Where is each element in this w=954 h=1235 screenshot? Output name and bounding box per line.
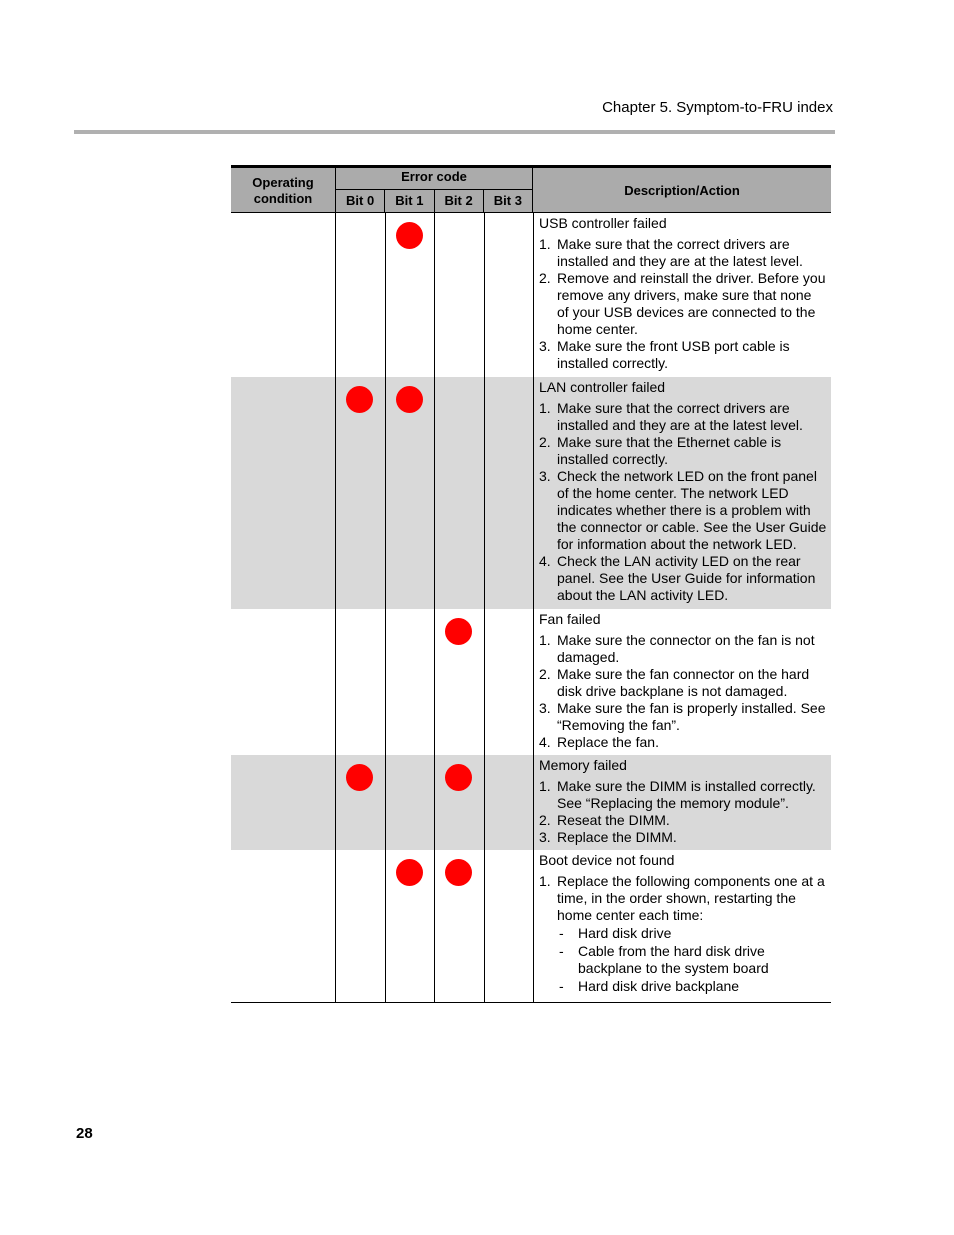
operating-condition-cell <box>231 755 335 850</box>
error-indicator-dot <box>445 618 472 645</box>
step-text: Replace the DIMM. <box>557 829 677 845</box>
operating-condition-cell <box>231 609 335 755</box>
action-step <box>539 434 827 468</box>
step-number: 1. <box>539 873 551 889</box>
error-indicator-dot <box>396 386 423 413</box>
action-step <box>539 270 827 338</box>
condition-title: Memory failed <box>539 757 627 773</box>
dash-bullet: - <box>559 943 564 959</box>
action-step <box>539 338 827 372</box>
bit-1-cell <box>385 850 435 1002</box>
action-step <box>539 700 827 734</box>
bit-0-cell <box>335 850 385 1002</box>
table-row <box>231 609 831 755</box>
action-steps <box>539 400 827 604</box>
bit-0-cell <box>335 377 385 609</box>
step-text: Make sure the fan is properly installed. See “Removing the fan”. <box>557 700 826 733</box>
bit-3-cell <box>484 213 534 377</box>
description-cell <box>533 213 831 377</box>
step-text: Remove and reinstall the driver. Before you remove any drivers, make sure that none of your USB devices are connected to the home center. <box>557 270 826 337</box>
condition-title: Fan failed <box>539 611 601 627</box>
step-text: Reseat the DIMM. <box>557 812 670 828</box>
chapter-header: Chapter 5. Symptom-to-FRU index <box>602 99 833 116</box>
action-step <box>539 778 827 812</box>
action-step <box>539 468 827 553</box>
table-row <box>231 755 831 850</box>
step-number: 2. <box>539 812 551 828</box>
bit-2-cell <box>434 609 484 755</box>
table-row <box>231 213 831 377</box>
description-cell <box>533 755 831 850</box>
bit-3-cell <box>484 609 534 755</box>
table-header <box>231 165 831 213</box>
description-cell <box>533 377 831 609</box>
step-text: Make sure the DIMM is installed correctly. See “Replacing the memory module”. <box>557 778 816 811</box>
step-text: Make sure the front USB port cable is installed correctly. <box>557 338 790 371</box>
step-number: 1. <box>539 632 551 648</box>
action-step <box>539 632 827 666</box>
action-steps <box>539 778 827 846</box>
header-bit-2: Bit 2 <box>435 190 484 213</box>
header-bit-3: Bit 3 <box>493 193 522 208</box>
step-number: 4. <box>539 734 551 750</box>
step-text: Make sure the connector on the fan is not damaged. <box>557 632 815 665</box>
error-indicator-dot <box>346 386 373 413</box>
bit-3-cell <box>484 850 534 1002</box>
bit-1-cell <box>385 377 435 609</box>
step-number: 3. <box>539 829 551 845</box>
action-steps <box>539 873 827 924</box>
step-number: 2. <box>539 666 551 682</box>
bit-1-cell <box>385 755 435 850</box>
subitem-text: Cable from the hard disk drive backplane to the system board <box>578 943 769 976</box>
header-bit-1: Bit 1 <box>385 190 434 213</box>
header-rule <box>74 130 835 134</box>
action-step <box>539 812 827 829</box>
dash-bullet: - <box>559 978 564 994</box>
error-indicator-dot <box>445 764 472 791</box>
step-text: Check the network LED on the front panel of the home center. The network LED indicates whether there is a problem with the connector or cable. See the User Guide for information about the network LED. <box>557 468 827 552</box>
operating-condition-cell <box>231 850 335 1002</box>
step-text: Replace the fan. <box>557 734 659 750</box>
component-subitem <box>539 978 827 995</box>
table-row <box>231 850 831 1003</box>
step-number: 2. <box>539 270 551 286</box>
description-cell <box>533 609 831 755</box>
action-steps <box>539 632 827 751</box>
description-cell <box>533 850 831 1002</box>
step-text: Make sure that the correct drivers are installed and they are at the latest level. <box>557 400 803 433</box>
error-indicator-dot <box>445 859 472 886</box>
error-code-table <box>231 165 831 1003</box>
header-description: Description/Action <box>624 183 740 198</box>
action-step <box>539 829 827 846</box>
error-indicator-dot <box>396 859 423 886</box>
bit-2-cell <box>434 850 484 1002</box>
action-step <box>539 553 827 604</box>
condition-title: Boot device not found <box>539 852 675 868</box>
bit-2-cell <box>434 377 484 609</box>
action-step <box>539 734 827 751</box>
step-number: 1. <box>539 400 551 416</box>
table-body <box>231 213 831 1003</box>
step-number: 1. <box>539 778 551 794</box>
step-number: 2. <box>539 434 551 450</box>
page-number: 28 <box>76 1125 93 1142</box>
dash-bullet: - <box>559 925 564 941</box>
component-subitem <box>539 925 827 942</box>
table-row <box>231 377 831 609</box>
action-steps <box>539 236 827 372</box>
component-subitem <box>539 943 827 977</box>
bit-2-cell <box>434 755 484 850</box>
header-operating-condition: Operating condition <box>252 174 314 206</box>
bit-2-cell <box>434 213 484 377</box>
step-number: 4. <box>539 553 551 569</box>
action-step <box>539 873 827 924</box>
error-indicator-dot <box>396 222 423 249</box>
header-bit-0: Bit 0 <box>336 190 385 213</box>
condition-title: LAN controller failed <box>539 379 666 395</box>
bit-3-cell <box>484 755 534 850</box>
step-number: 1. <box>539 236 551 252</box>
step-text: Make sure that the Ethernet cable is installed correctly. <box>557 434 782 467</box>
step-number: 3. <box>539 700 551 716</box>
bit-3-cell <box>484 377 534 609</box>
action-step <box>539 400 827 434</box>
error-indicator-dot <box>346 764 373 791</box>
header-error-code: Error code <box>335 168 533 190</box>
operating-condition-cell <box>231 377 335 609</box>
step-number: 3. <box>539 338 551 354</box>
bit-0-cell <box>335 213 385 377</box>
bit-0-cell <box>335 755 385 850</box>
subitem-text: Hard disk drive <box>578 925 672 941</box>
subitem-text: Hard disk drive backplane <box>578 978 740 994</box>
bit-0-cell <box>335 609 385 755</box>
action-step <box>539 666 827 700</box>
condition-title: USB controller failed <box>539 215 667 231</box>
bit-1-cell <box>385 609 435 755</box>
step-text: Check the LAN activity LED on the rear panel. See the User Guide for information about the LAN activity LED. <box>557 553 816 603</box>
header-bits <box>335 190 533 213</box>
operating-condition-cell <box>231 213 335 377</box>
step-text: Replace the following components one at a time, in the order shown, restarting the home center each time: <box>557 873 825 923</box>
step-text: Make sure that the correct drivers are installed and they are at the latest level. <box>557 236 803 269</box>
action-step <box>539 236 827 270</box>
step-number: 3. <box>539 468 551 484</box>
step-text: Make sure the fan connector on the hard disk drive backplane is not damaged. <box>557 666 810 699</box>
bit-1-cell <box>385 213 435 377</box>
